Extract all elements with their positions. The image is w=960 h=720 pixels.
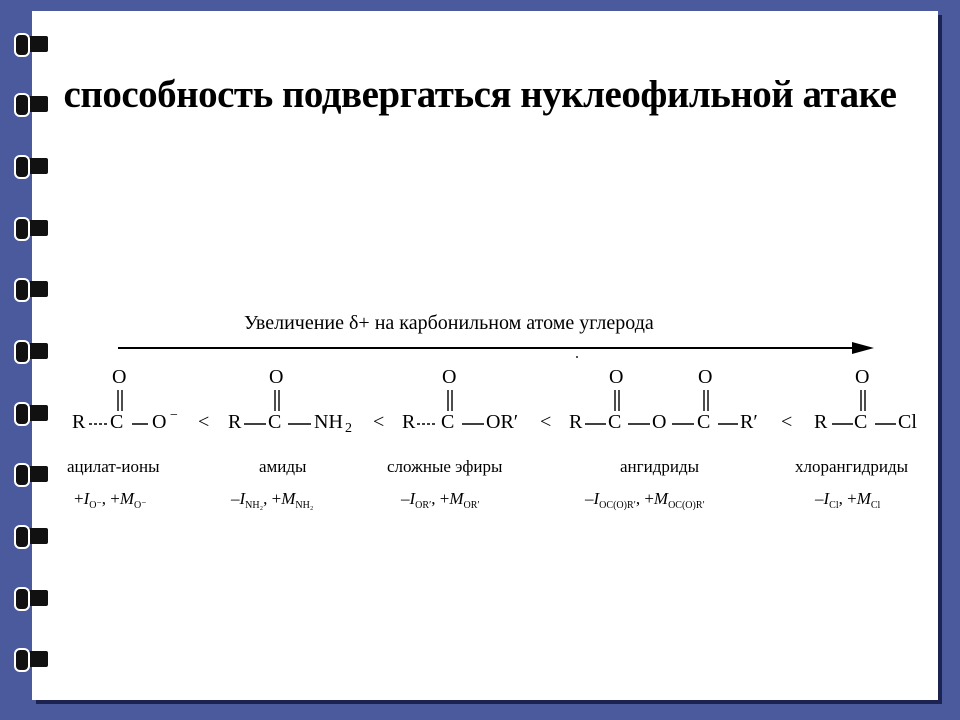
atom-o-minus: O <box>152 411 167 433</box>
subscript-2: 2 <box>345 421 352 436</box>
atom-r: R <box>402 411 416 433</box>
atom-r: R <box>569 411 583 433</box>
arrow-label: Увеличение δ+ на карбонильном атоме углерода <box>244 312 654 334</box>
effects-anhydride: $-I_{OC(O)R'}$, $+M_{OC(O)R'}$ <box>585 489 705 511</box>
atom-c: C <box>110 411 124 433</box>
atom-o: O <box>855 366 870 388</box>
atom-r: R <box>814 411 828 433</box>
effects-acylate: $+I_{O^-}$, $+M_{O^-}$ <box>74 489 147 511</box>
atom-o: O <box>269 366 284 388</box>
atom-c: C <box>441 411 455 433</box>
class-name-acyl-chloride: хлорангидриды <box>795 457 909 476</box>
less-than-1: < <box>198 411 210 433</box>
class-name-amide: амиды <box>259 457 307 476</box>
less-than-3: < <box>540 411 552 433</box>
atom-or-prime: OR′ <box>486 411 519 433</box>
charge-minus: − <box>170 408 178 423</box>
atom-o: O <box>698 366 713 388</box>
slide-title: способность подвергаться нуклеофильной атаке <box>63 73 897 116</box>
effects-acyl-chloride: $-I_{Cl}$, $+M_{Cl}$ <box>815 489 881 511</box>
atom-r: R <box>72 411 86 433</box>
atom-o: O <box>609 366 624 388</box>
atom-nh: NH <box>314 411 343 433</box>
class-name-ester: сложные эфиры <box>387 457 503 476</box>
effects-amide: $-I_{NH_2}$, $+M_{NH_2}$ <box>231 489 314 511</box>
less-than-2: < <box>373 411 385 433</box>
effects-ester: $-I_{OR'}$, $+M_{OR'}$ <box>401 489 480 511</box>
atom-cl: Cl <box>898 411 917 433</box>
class-name-anhydride: ангидриды <box>620 457 700 476</box>
atom-o-bridge: O <box>652 411 667 433</box>
atom-r: R <box>228 411 242 433</box>
atom-c: C <box>608 411 622 433</box>
atom-c: C <box>854 411 868 433</box>
atom-c: C <box>697 411 711 433</box>
class-name-acylate: ацилат-ионы <box>67 457 160 476</box>
atom-c: C <box>268 411 282 433</box>
atom-o: O <box>112 366 127 388</box>
atom-o: O <box>442 366 457 388</box>
atom-r-prime: R′ <box>740 411 758 433</box>
less-than-4: < <box>781 411 793 433</box>
